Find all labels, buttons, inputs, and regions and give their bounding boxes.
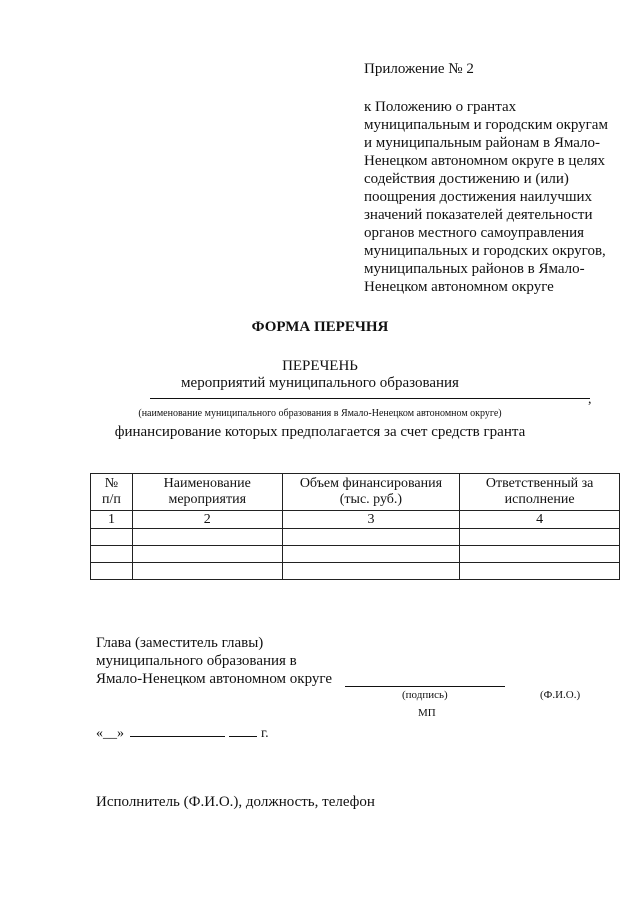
- form-title: ФОРМА ПЕРЕЧНЯ: [251, 319, 389, 335]
- table-cell: [460, 529, 620, 546]
- header-event-name: Наименование мероприятия: [132, 474, 282, 511]
- header-number: № п/п: [91, 474, 133, 511]
- date-day: «__»: [96, 726, 124, 741]
- index-cell: 3: [282, 511, 460, 529]
- stamp-place: МП: [418, 707, 436, 719]
- table-cell: [460, 563, 620, 580]
- table-cell: [91, 563, 133, 580]
- table-cell: [91, 546, 133, 563]
- table-cell: [282, 546, 460, 563]
- signature-line: [345, 686, 505, 687]
- municipality-name-caption: (наименование муниципального образования в Ямало-Ненецком автономном округе): [138, 408, 502, 419]
- header-financing-volume: Объем финансирования (тыс. руб.): [282, 474, 460, 511]
- table-cell: [282, 563, 460, 580]
- date-year-line: [229, 724, 257, 737]
- table-header-row: [91, 474, 620, 511]
- index-cell: 2: [132, 511, 282, 529]
- executor-text: Исполнитель (Ф.И.О.), должность, телефон: [96, 794, 375, 810]
- table-index-row: [91, 511, 620, 529]
- list-subtitle: мероприятий муниципального образования: [181, 375, 459, 391]
- municipality-name-comma: ,: [588, 392, 592, 407]
- list-title: ПЕРЕЧЕНЬ: [282, 358, 358, 374]
- index-cell: 1: [91, 511, 133, 529]
- municipality-name-line: [150, 398, 590, 399]
- table-row: [91, 546, 620, 563]
- table-cell: [132, 563, 282, 580]
- table-cell: [132, 546, 282, 563]
- table-cell: [460, 546, 620, 563]
- date-line: [96, 724, 269, 742]
- financing-text: финансирование которых предполагается за счет средств гранта: [114, 424, 526, 440]
- signature-caption: (подпись): [402, 689, 448, 701]
- events-table: [90, 473, 620, 580]
- appendix-number: Приложение № 2: [364, 61, 474, 77]
- index-cell: 4: [460, 511, 620, 529]
- table-cell: [132, 529, 282, 546]
- table-row: [91, 529, 620, 546]
- date-month-line: [130, 724, 225, 737]
- table-cell: [282, 529, 460, 546]
- date-year-suffix: г.: [261, 726, 269, 741]
- fio-caption: (Ф.И.О.): [540, 689, 581, 701]
- header-responsible: Ответственный за исполнение: [460, 474, 620, 511]
- table-cell: [91, 529, 133, 546]
- head-signatory-text: Глава (заместитель главы) муниципального образования в Ямало-Ненецком автономном округе: [96, 635, 332, 687]
- appendix-block: [364, 60, 624, 296]
- table-row: [91, 563, 620, 580]
- appendix-text: к Положению о грантах муниципальным и городским округам и муниципальным районам в Ямало- Ненецком автономном округе в целях содействия достижению и (или) поощрения достижения наилучших значений показателей деятельности органов местного самоуправления муниципальных и городских округов, муниципальных районов в Ямало- Ненецком автономном округе: [364, 99, 608, 295]
